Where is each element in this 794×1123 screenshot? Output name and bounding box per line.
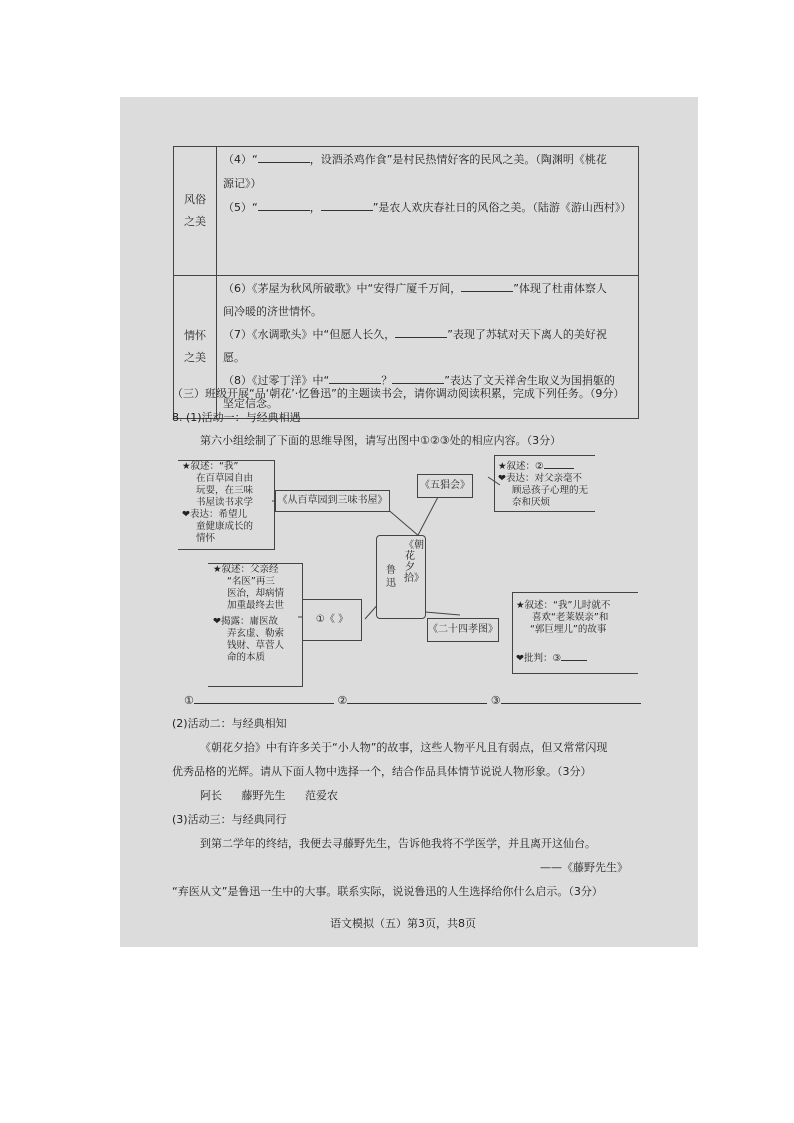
activity1-title: 8. (1)活动一：与经典相遇	[172, 411, 301, 424]
question-8-cont: 坚定信念。	[223, 397, 278, 410]
question-7-cont: 愿。	[223, 351, 245, 364]
character-fan-ainong: 范爱农	[305, 789, 338, 802]
quote-source: ——《藤野先生》	[540, 861, 628, 874]
answer-blank-2[interactable]	[544, 458, 574, 469]
activity2-instruction-1: 《朝花夕拾》中有许多关于“小人物”的故事，这些人物平凡且有弱点，但又常常闪现	[200, 741, 608, 754]
answer-line-3[interactable]	[501, 693, 641, 704]
question-4-cont: 源记》）	[223, 177, 262, 190]
center-scroll	[376, 535, 426, 619]
exam-paper	[120, 97, 698, 947]
node-ershisi: 《二十四孝图》	[427, 618, 499, 642]
node-baicao: 《从百草园到三味书屋》	[275, 490, 390, 512]
question-6: （6）《茅屋为秋风所破歌》中“安得广厦千万间， ”体现了杜甫体察人	[223, 282, 607, 295]
activity2-instruction-2: 优秀品格的光辉。请从下面人物中选择一个，结合作品具体情节说说人物形象。（3分）	[172, 765, 592, 778]
character-a-chang: 阿长	[200, 789, 222, 802]
baicao-note: ★叙述：“我” 在百草园自由 玩耍，在三味 书屋读书求学 ❤表达：希望儿 童健康成长的 情怀	[182, 461, 254, 544]
wuchang-note: ★叙述：② ❤表达：对父亲毫不 顾忌孩子心理的无 奈和厌烦	[498, 458, 588, 509]
question-5: （5）“ ， ”是农人欢庆春社日的风俗之美。（陆游《游山西村》）	[223, 201, 632, 214]
question-4: （4）“ ，设酒杀鸡作食”是村民热情好客的民风之美。（陶渊明《桃花	[223, 153, 607, 166]
blank-node-note: ★叙述：父亲经 “名医”再三 医治，却病情 加重最终去世 ❤揭露：庸医故 弄玄虚、勒索 钱财、草菅人 命的本质	[213, 564, 285, 663]
question-8: （8）《过零丁洋》中“ ？ ”表达了文天祥舍生取义为国捐躯的	[223, 374, 615, 387]
character-fujino: 藤野先生	[241, 789, 286, 802]
answer-lines: ① ② ③	[184, 693, 641, 708]
activity2-title: (2)活动二：与经典相知	[172, 717, 287, 730]
activity3-title: (3)活动三：与经典同行	[172, 813, 287, 826]
answer-line-2[interactable]	[347, 693, 487, 704]
question-7: （7）《水调歌头》中“但愿人长久， ”表现了苏轼对天下离人的美好祝	[223, 328, 607, 341]
question-6-cont: 间冷暖的济世情怀。	[223, 305, 322, 318]
page-footer: 语文模拟（五）第3页，共8页	[330, 917, 476, 930]
ershisi-note: ★叙述：“我”儿时就不 喜欢“老莱娱亲”和 “郭巨埋儿”的故事 ❤批判：③	[516, 600, 611, 664]
answer-blank-3[interactable]	[561, 650, 587, 661]
section-heading: （三）班级开展“品‘朝花’·忆鲁迅”的主题读书会，请你调动阅读积累，完成下列任务。（9分）	[172, 387, 625, 400]
category-label: 风俗之美	[184, 192, 206, 228]
activity1-instruction: 第六小组绘制了下面的思维导图，请写出图中①②③处的相应内容。（3分）	[200, 434, 562, 447]
node-blank-1: ①《 》	[302, 599, 362, 641]
category-label: 情怀之美	[184, 328, 206, 364]
activity3-instruction: “弃医从文”是鲁迅一生中的大事。联系实际，说说鲁迅的人生选择给你什么启示。（3分）	[172, 885, 603, 898]
node-wuchang: 《五猖会》	[417, 474, 473, 498]
center-title: 《朝花夕拾》	[404, 540, 424, 584]
center-author: 鲁迅	[386, 565, 396, 589]
quote-text: 到第二学年的终结，我便去寻藤野先生，告诉他我将不学医学，并且离开这仙台。	[200, 837, 596, 850]
answer-line-1[interactable]	[194, 693, 334, 704]
character-options	[200, 789, 338, 803]
